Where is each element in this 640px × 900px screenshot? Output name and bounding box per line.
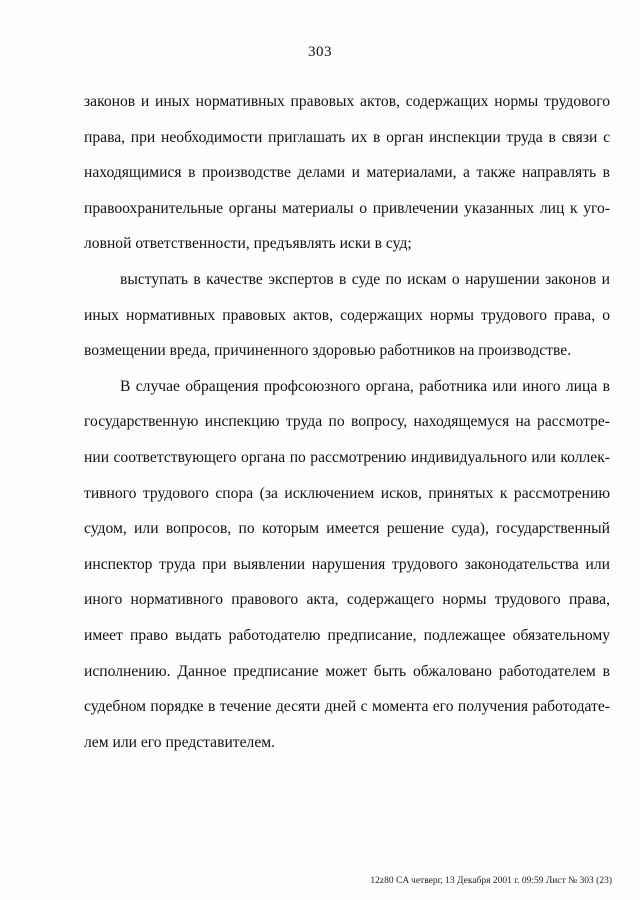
paragraph-2-line-1: выступать в качестве экспертов в суде по искам о нарушении законов и <box>120 270 610 288</box>
document-body <box>84 84 610 760</box>
paragraph-3-line-2: государственную инспекцию труда по вопросу, находящемуся на рассмотре- <box>84 413 610 431</box>
paragraph-3-line-7: иного нормативного правового акта, содержащего нормы трудового права, <box>84 591 610 609</box>
page-number: 303 <box>308 44 332 60</box>
paragraph-3-line-6: инспектор труда при выявлении нарушения трудового законодательства или <box>84 555 610 573</box>
paragraph-3-line-5: судом, или вопросов, по которым имеется решение суда), государственный <box>84 520 610 538</box>
paragraph-1-line-4: правоохранительные органы материалы о привлечении указанных лиц к уго- <box>84 199 610 217</box>
page-footer: 12z80 CA четверг, 13 Декабря 2001 г. 09:59 Лист № 303 (23) <box>370 876 612 886</box>
paragraph-1-line-3: находящимися в производстве делами и материалами, а также направлять в <box>84 164 610 182</box>
paragraph-3-line-1: В случае обращения профсоюзного органа, работника или иного лица в <box>120 377 610 395</box>
paragraph-2-line-2: иных нормативных правовых актов, содержащих нормы трудового права, о <box>84 306 610 324</box>
paragraph-3-line-9: исполнению. Данное предписание может быть обжаловано работодателем в <box>84 662 610 680</box>
paragraph-3-line-8: имеет право выдать работодателю предписание, подлежащее обязательному <box>84 626 610 644</box>
paragraph-3-line-4: тивного трудового спора (за исключением исков, принятых к рассмотрению <box>84 484 610 502</box>
paragraph-2-line-3: возмещении вреда, причиненного здоровью работников на производстве. <box>84 342 572 360</box>
paragraph-3-line-3: нии соответствующего органа по рассмотрению индивидуального или коллек- <box>84 448 610 466</box>
paragraph-3-line-10: судебном порядке в течение десяти дней с момента его получения работодате- <box>84 698 610 716</box>
paragraph-1-line-5: ловной ответственности, предъявлять иски в суд; <box>84 235 412 253</box>
paragraph-3-line-11: лем или его представителем. <box>84 733 276 751</box>
paragraph-1-line-2: права, при необходимости приглашать их в орган инспекции труда в связи с <box>84 128 610 146</box>
paragraph-1-line-1: законов и иных нормативных правовых актов, содержащих нормы трудового <box>84 93 610 110</box>
